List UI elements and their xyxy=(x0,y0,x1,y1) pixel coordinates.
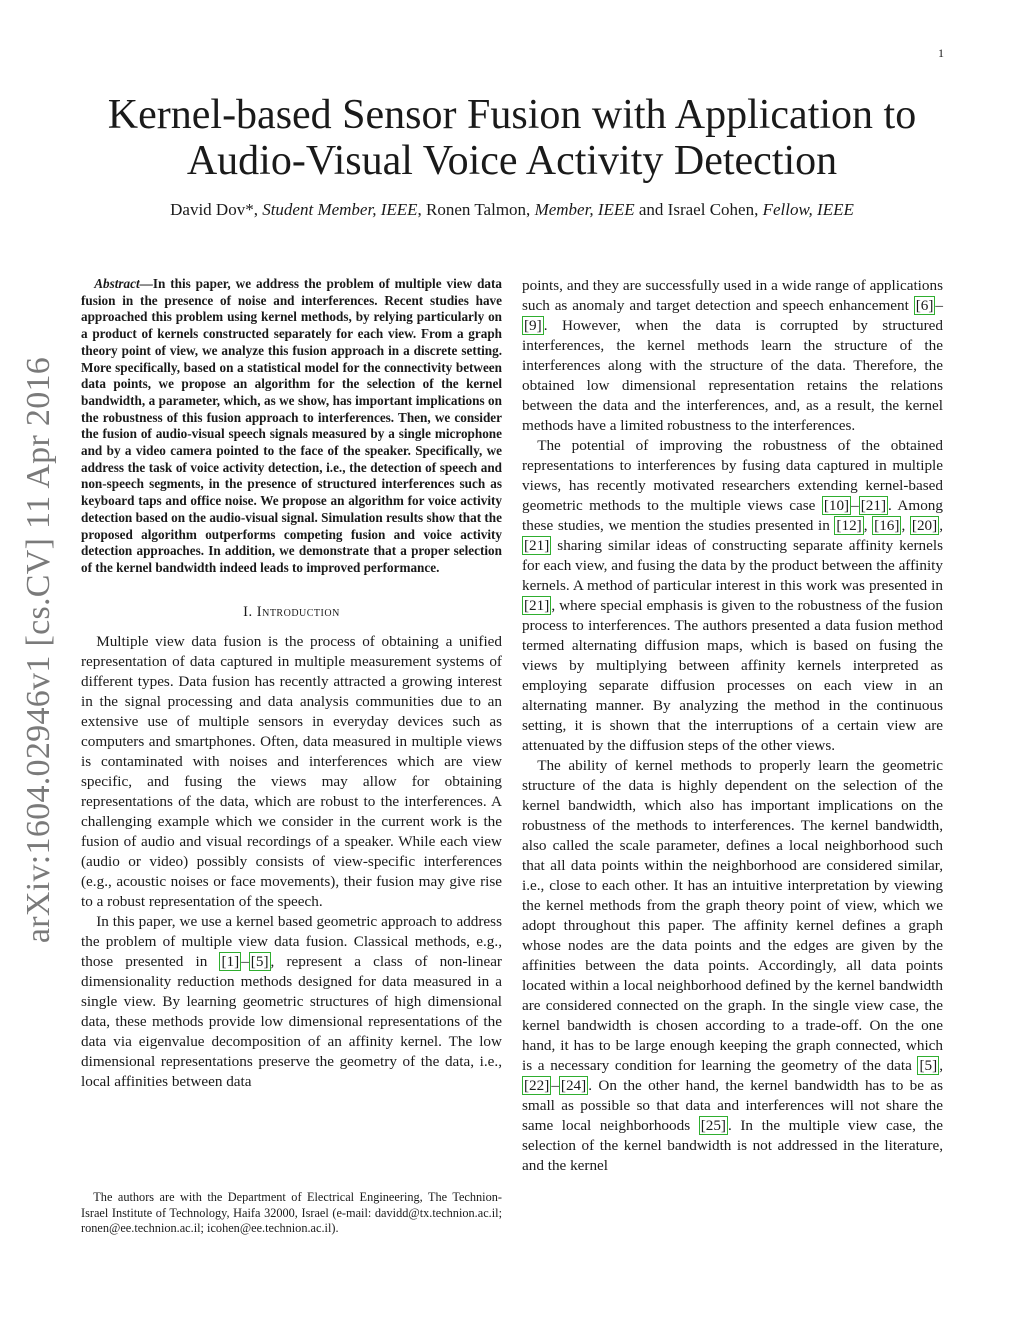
arxiv-sidebar xyxy=(14,350,64,950)
text-run: – xyxy=(551,1077,559,1094)
section-number: I. xyxy=(243,603,257,620)
author-2: , Ronen Talmon, xyxy=(417,200,535,219)
citation-link[interactable]: [24] xyxy=(560,1077,587,1094)
citation-link[interactable]: [25] xyxy=(700,1117,726,1134)
text-run: , where special emphasis is given to the robustness of the fusion process to interferences. The authors presented a data fusion method termed alternating diffusion maps, which is based on fusing the views by multiplying between affinity kernels interpreted as employing separate diffusion processes on each view in an alternating manner. By analyzing the method in the continuous setting, it is shown that the interruptions of a certain view are attenuated by the diffusion steps of the other views. xyxy=(522,597,943,754)
text-run: . Among these studies, we mention the studies presented in xyxy=(522,497,943,534)
citation-link[interactable]: [10] xyxy=(823,497,850,514)
text-run: – xyxy=(851,497,859,514)
section-title: Introduction xyxy=(256,603,340,620)
title-line-2: Audio-Visual Voice Activity Detection xyxy=(186,138,838,184)
citation-link[interactable]: [22] xyxy=(524,1077,550,1094)
right-column xyxy=(522,276,943,1176)
intro-paragraph-2 xyxy=(81,912,502,1092)
section-heading-introduction xyxy=(81,602,502,622)
text-run: . On the other hand, the kernel bandwidth has to be as small as possible so that data and interferences will not share the same local neighborhoods xyxy=(522,1077,943,1134)
author-line xyxy=(0,200,1024,220)
text-run: The potential of improving the robustness of the obtained representations to interferences by fusing data captured in multiple views, has recently motivated researchers extending kernel-based geometric methods to the multiple views case xyxy=(522,437,943,514)
text-run: points, and they are successfully used in a wide range of applications such as anomaly and target detection and speech enhancement xyxy=(522,277,943,314)
footnote-text: The authors are with the Department of Electrical Engineering, The Technion-Israel Institute of Technology, Haifa 32000, Israel (e-mail: davidd@tx.technion.ac.il; ronen@ee.technion.ac.il; icohen@ee.technion.ac.il). xyxy=(81,1190,502,1235)
citation-link[interactable]: [1] xyxy=(221,952,240,970)
citation-link[interactable]: [16] xyxy=(874,517,900,534)
text-run: The ability of kernel methods to properly learn the geometric structure of the data is highly dependent on the selection of the kernel bandwidth, which also has important implications on the robustness of the methods to interferences. The kernel bandwidth, also called the scale parameter, defines a local neighborhood such that all data points within the neighborhood are considered similar, i.e., close to each other. It has an intuitive interpretation by viewing the kernel methods from the graph theory point of view, which we adopt throughout this paper. The affinity kernel defines a graph whose nodes are the data points and the edges are given by the affinities between the data points. Accordingly, all data points located within a local neighborhood defined by the kernel bandwidth are considered connected on the graph. In the single view case, the kernel bandwidth is chosen according to a trade-off. On the one hand, it has to be large enough keeping the graph connected, which is a necessary condition for learning the geometry of the data xyxy=(522,757,943,1074)
text-run: . In the multiple view case, the selection of the kernel bandwidth is not addressed in the literature, and the kernel xyxy=(522,1117,943,1174)
footnote xyxy=(81,1190,502,1237)
abstract xyxy=(81,276,502,577)
page-number: 1 xyxy=(938,46,944,60)
citation-link[interactable]: [9] xyxy=(524,317,542,334)
citation-link[interactable]: [21] xyxy=(524,537,550,554)
title-line-1: Kernel-based Sensor Fusion with Application to xyxy=(107,92,917,138)
abstract-text: —In this paper, we address the problem of multiple view data fusion in the presence of noise and interferences. Recent studies have approached this problem using kernel methods, by relying particularly on a product of kernels constructed separately for each view. From a graph theory point of view, we analyze this fusion approach in a discrete setting. More specifically, based on a statistical model for the connectivity between data points, we propose an algorithm for the selection of the kernel bandwidth, a parameter, which, as we show, has important implications on the robustness of this fusion approach to interferences. Then, we consider the fusion of audio-visual speech signals measured by a single microphone and by a video camera pointed to the face of the speaker. Specifically, we address the task of voice activity detection, i.e., the detection of speech and non-speech segments, in the presence of structured interferences such as keyboard taps and office noise. We propose an algorithm for voice activity detection based on the audio-visual signal. Simulation results show that the proposed algorithm outperforms competing fusion and voice activity detection approaches. In addition, we demonstrate that a proper selection of the kernel bandwidth indeed leads to improved performance. xyxy=(81,276,502,575)
author-3: and Israel Cohen, xyxy=(634,200,763,219)
right-paragraph-1 xyxy=(522,276,943,436)
author-1: David Dov*, xyxy=(170,200,263,219)
citation-link[interactable]: [21] xyxy=(524,597,550,614)
paper-title xyxy=(0,92,1024,184)
text-run: , xyxy=(901,517,910,534)
author-1-role: Student Member, IEEE xyxy=(262,200,418,219)
citation-link[interactable]: [20] xyxy=(911,517,938,534)
text-run: , represent a class of non-linear dimensionality reduction methods designed for data measured in a single view. By learning geometric structures of high dimensional data, these methods provide low dimensional representations of the data via eigenvalue decomposition of an affinity kernel. The low dimensional representations preserve the geometry of the data, i.e., local affinities between data xyxy=(81,952,502,1090)
text-run: , xyxy=(863,517,873,534)
text-run: – xyxy=(935,297,943,314)
right-paragraph-2 xyxy=(522,436,943,756)
citation-link[interactable]: [12] xyxy=(836,517,862,534)
left-column xyxy=(81,276,502,1092)
text-run: , xyxy=(939,517,943,534)
abstract-label: Abstract xyxy=(94,276,140,291)
text-run: , xyxy=(939,1057,943,1074)
text-run: . However, when the data is corrupted by structured interferences, the kernel methods learn the structure of the interferences along with the structure of the data. Therefore, the obtained low dimensional representation retains the relations between the data and the interferences, and, as a result, the kernel methods have a limited robustness to the interferences. xyxy=(522,317,943,434)
text-run: In this paper, we use a kernel based geometric approach to address the problem of multiple view data fusion. Classical methods, e.g., those presented in xyxy=(81,912,502,970)
text-run: – xyxy=(241,952,249,970)
citation-link[interactable]: [5] xyxy=(919,1057,938,1074)
text-run: sharing similar ideas of constructing separate affinity kernels for each view, and fusing the data by the product between the affinity kernels. A method of particular interest in this work was presented in xyxy=(522,537,943,594)
citation-link[interactable]: [6] xyxy=(915,297,934,314)
intro-paragraph-1: Multiple view data fusion is the process of obtaining a unified representation of data captured in multiple measurement systems of different types. Data fusion has recently attracted a growing interest in the signal processing and data analysis communities due to an extensive use of multiple sensors in everyday devices such as computers and smartphones. Often, data measured in multiple views is contaminated with noises and interferences which are view specific, and fusing the views may allow for obtaining representations of the data, which are robust to the interferences. A challenging example which we consider in the current work is the fusion of audio and visual recordings of a speaker. While each view (audio or video) possibly consists of view-specific interferences (e.g., acoustic noises or face movements), their fusion may give rise to a robust representation of the speech. xyxy=(81,632,502,910)
citation-link[interactable]: [5] xyxy=(250,952,269,970)
right-paragraph-3 xyxy=(522,756,943,1176)
citation-link[interactable]: [21] xyxy=(860,497,887,514)
author-2-role: Member, IEEE xyxy=(534,200,635,219)
arxiv-identifier: arXiv:1604.02946v1 [cs.CV] 11 Apr 2016 xyxy=(20,356,57,944)
author-3-role: Fellow, IEEE xyxy=(762,200,854,219)
